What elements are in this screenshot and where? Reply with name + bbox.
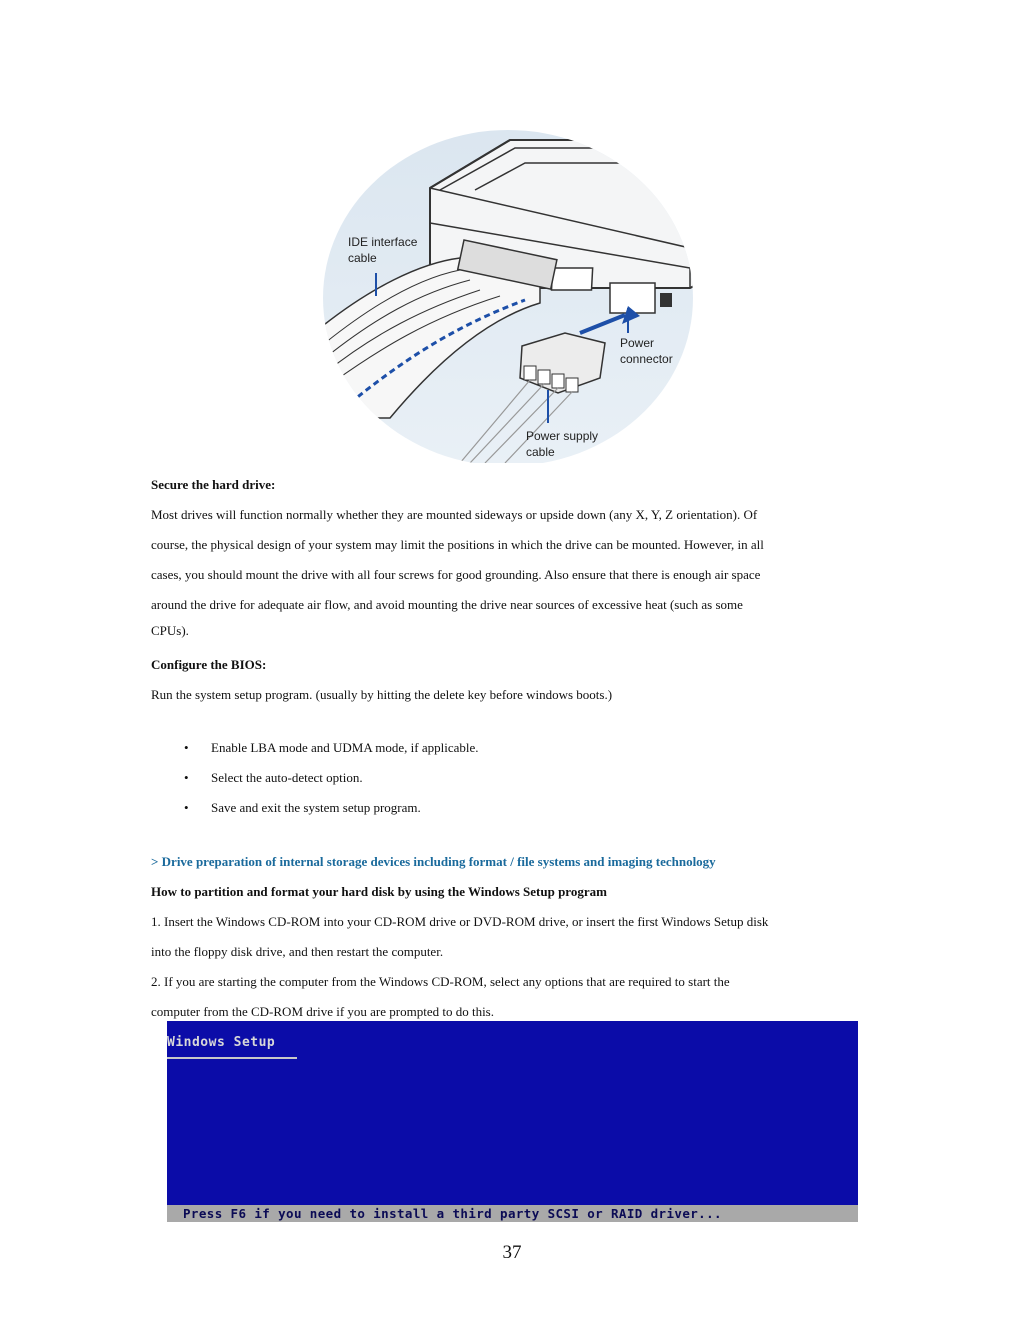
paragraph-line: Most drives will function normally whether they are mounted sideways or upside down (any X, Y, Z orientation). Of xyxy=(151,507,758,522)
windows-setup-screenshot xyxy=(167,1021,858,1222)
paragraph-line: into the floppy disk drive, and then restart the computer. xyxy=(151,944,444,959)
section-drive-preparation xyxy=(151,847,881,1027)
svg-text:cable: cable xyxy=(348,251,377,265)
paragraph-line: CPUs). xyxy=(151,623,189,638)
bios-steps-list xyxy=(151,733,851,823)
bios-intro-text: Run the system setup program. (usually by hitting the delete key before windows boots.) xyxy=(151,687,613,702)
section-secure-hard-drive xyxy=(151,470,881,642)
blue-section-heading: > Drive preparation of internal storage devices including format / file systems and imaging technology xyxy=(151,854,716,869)
heading-configure-bios: Configure the BIOS: xyxy=(151,657,267,672)
paragraph-line: computer from the CD-ROM drive if you are prompted to do this. xyxy=(151,1004,494,1019)
setup-title-underline xyxy=(167,1057,297,1060)
bullet-icon: • xyxy=(184,740,189,755)
list-item: • Enable LBA mode and UDMA mode, if applicable. xyxy=(151,733,851,763)
paragraph-line: 1. Insert the Windows CD-ROM into your CD-ROM drive or DVD-ROM drive, or insert the first Windows Setup disk xyxy=(151,914,769,929)
paragraph-line: around the drive for adequate air flow, and avoid mounting the drive near sources of excessive heat (such as some xyxy=(151,597,743,612)
setup-title: Windows Setup xyxy=(167,1035,276,1050)
bullet-icon: • xyxy=(184,800,189,815)
list-item: • Select the auto-detect option. xyxy=(151,763,851,793)
bullet-icon: • xyxy=(184,770,189,785)
heading-secure-hard-drive: Secure the hard drive: xyxy=(151,477,276,492)
section-configure-bios xyxy=(151,650,881,710)
page-number: 37 xyxy=(502,1242,522,1263)
paragraph-line: course, the physical design of your system may limit the positions in which the drive can be mounted. However, in all xyxy=(151,537,764,552)
setup-status-text: Press F6 if you need to install a third party SCSI or RAID driver... xyxy=(183,1206,722,1221)
svg-text:IDE interface: IDE interface xyxy=(348,235,418,249)
subheading-partition-format: How to partition and format your hard disk by using the Windows Setup program xyxy=(151,884,607,899)
hard-drive-connection-illustration xyxy=(310,128,700,463)
svg-text:Power: Power xyxy=(620,336,655,350)
setup-status-bar xyxy=(167,1205,858,1222)
paragraph-line: 2. If you are starting the computer from the Windows CD-ROM, select any options that are required to start the xyxy=(151,974,730,989)
paragraph-line: cases, you should mount the drive with all four screws for good grounding. Also ensure that there is enough air space xyxy=(151,567,761,582)
svg-text:cable: cable xyxy=(526,445,555,459)
svg-text:connector: connector xyxy=(620,352,673,366)
list-item: • Save and exit the system setup program. xyxy=(151,793,851,823)
svg-text:Power supply: Power supply xyxy=(526,429,599,443)
